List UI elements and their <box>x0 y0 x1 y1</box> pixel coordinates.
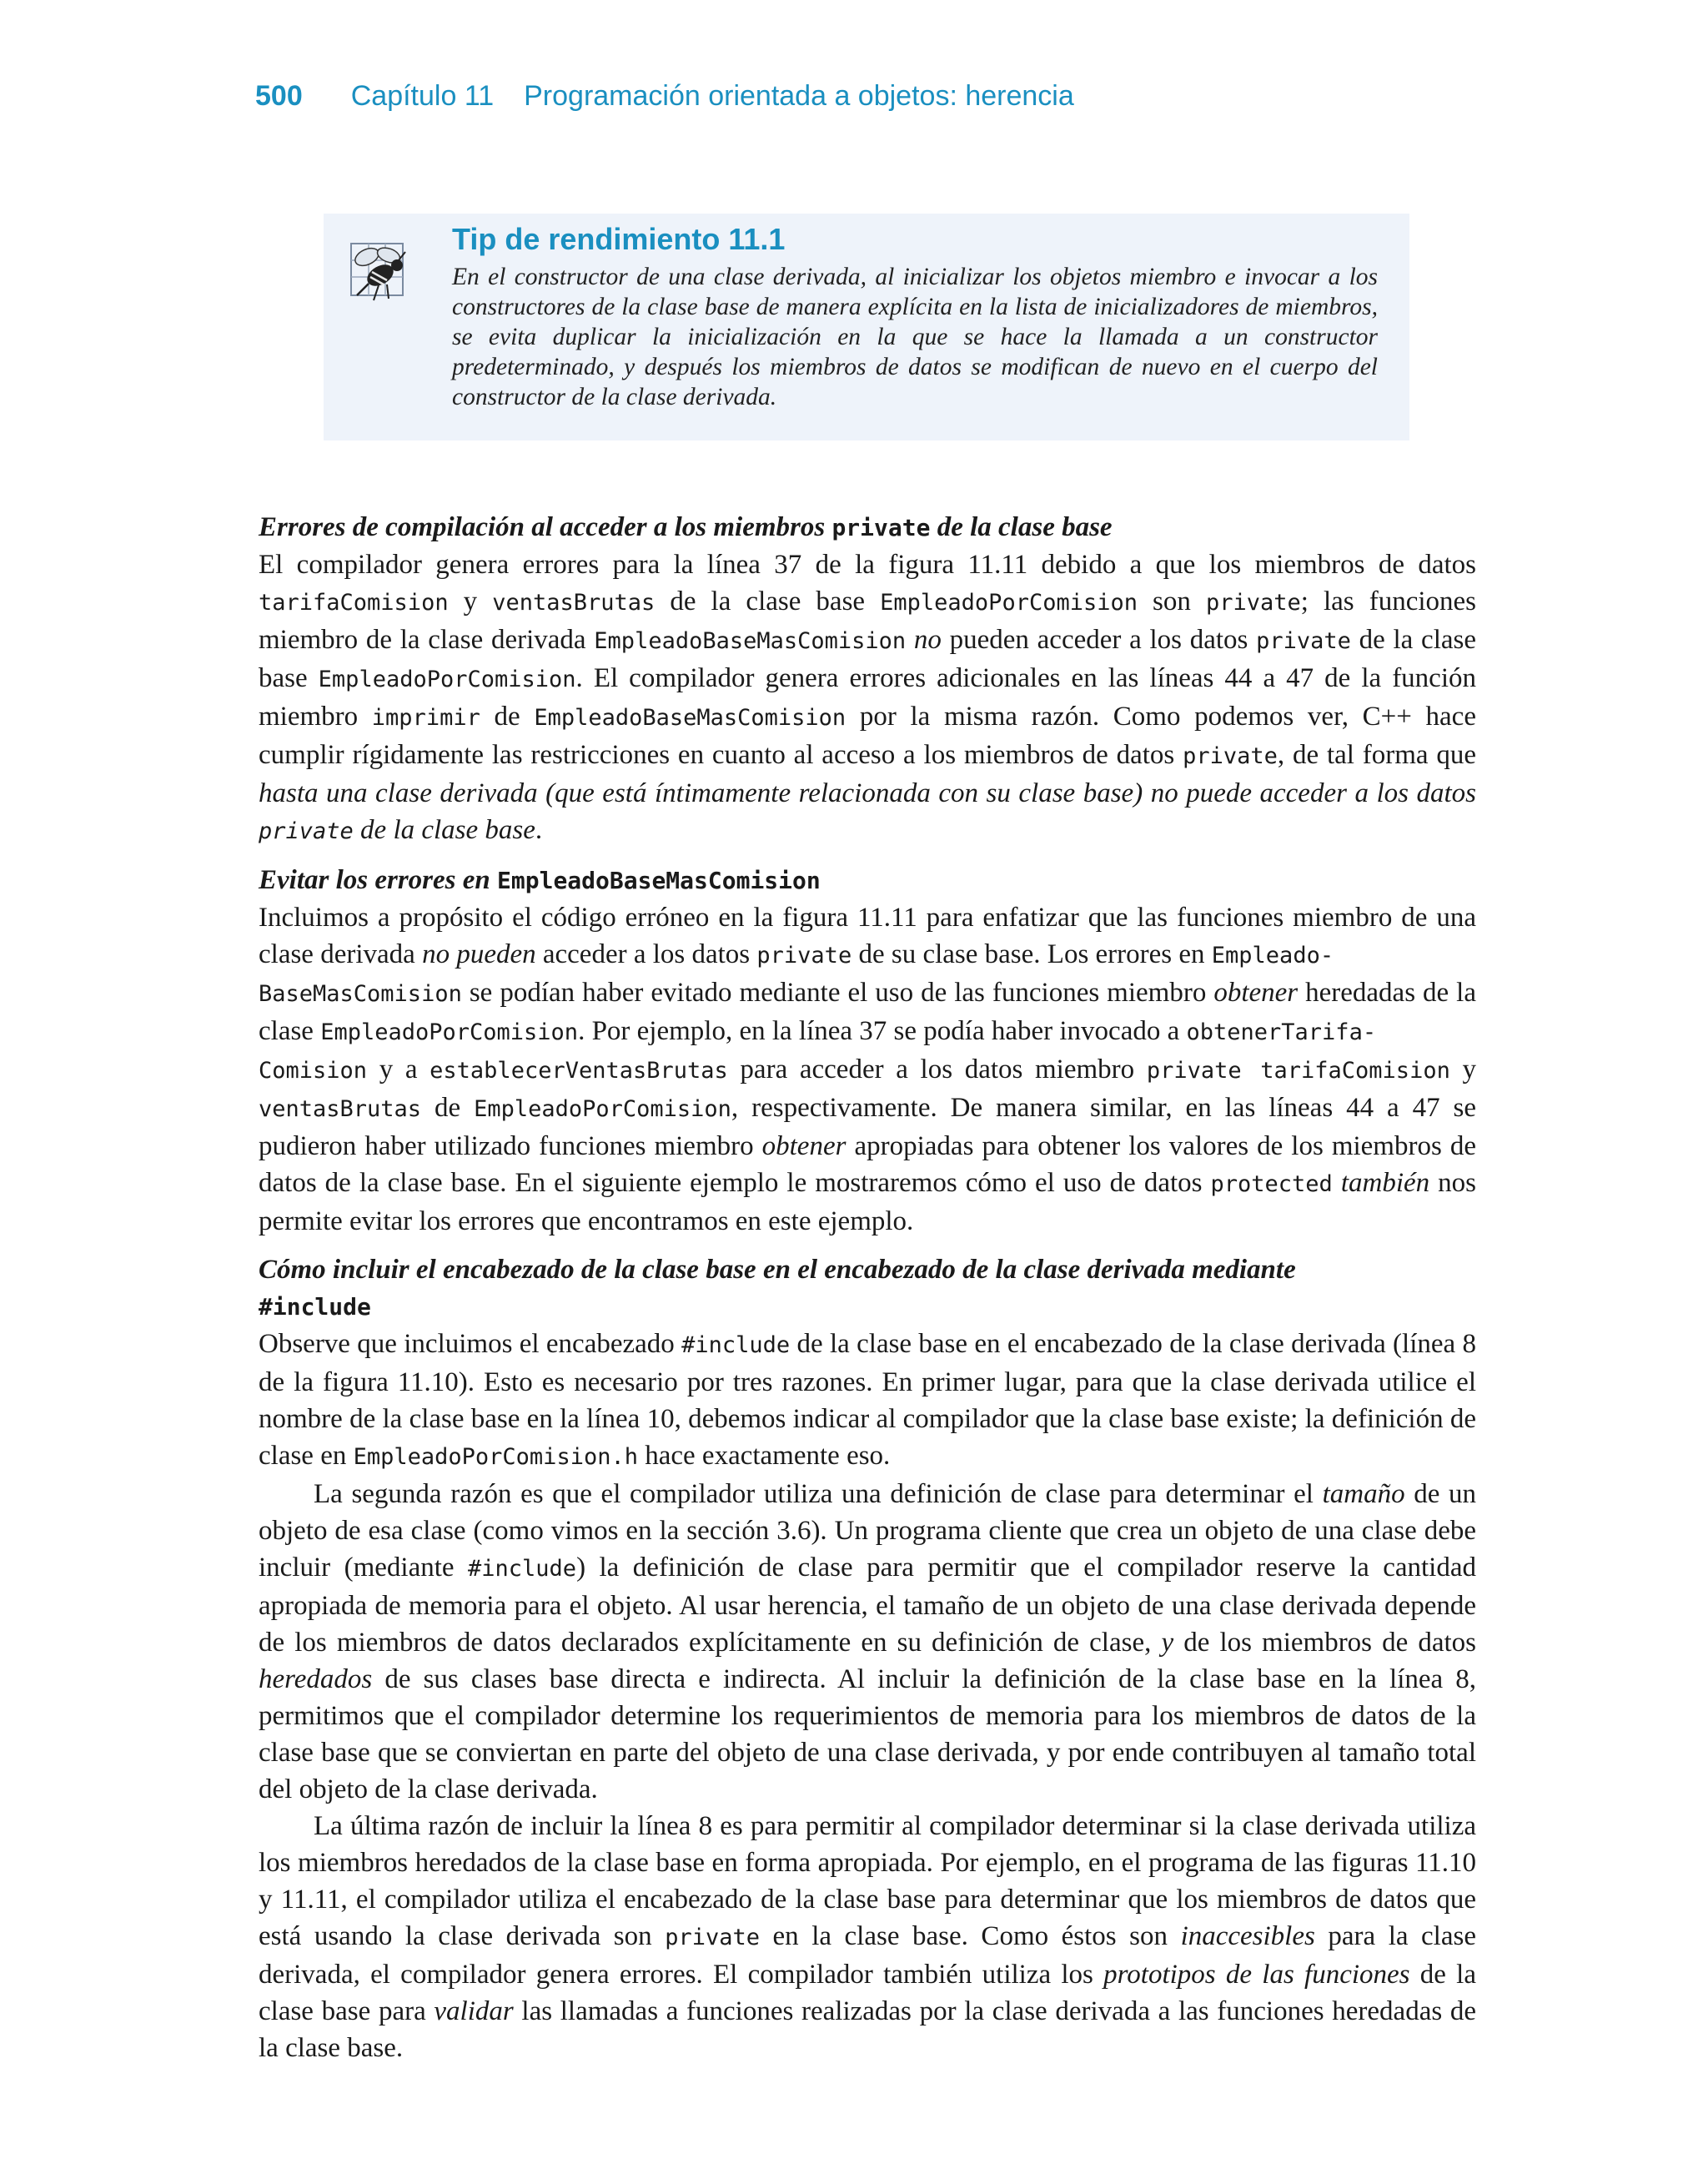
section-heading-include: Cómo incluir el encabezado de la clase base en el encabezado de la clase derivada mediante #include <box>259 1255 1296 1321</box>
paragraph-include-1: Observe que incluimos el encabezado #include de la clase base en el encabezado de la clase derivada (línea 8 de la figura 11.10). Esto es necesario por tres razones. En primer lugar, para que la clase derivada utilice el nombre de la clase base en la línea 10, debemos indicar al compilador que la clase base existe; la definición de clase en EmpleadoPorComision.h hace exactamente eso. <box>259 1329 1476 1471</box>
tip-title: Tip de rendimiento 11.1 <box>452 222 786 256</box>
page-number: 500 <box>255 80 303 112</box>
section-heading-private-errors: Errores de compilación al acceder a los miembros private de la clase base <box>259 512 1113 542</box>
bee-icon <box>349 239 410 305</box>
chapter-title: Programación orientada a objetos: herencia <box>524 80 1074 112</box>
chapter-label: Capítulo 11 <box>350 80 495 112</box>
running-header <box>255 80 1074 113</box>
performance-tip-box <box>324 214 1409 440</box>
paragraph-include-2: La segunda razón es que el compilador utiliza una definición de clase para determinar el tamaño de un objeto de esa clase (como vimos en la sección 3.6). Un programa cliente que crea un objeto de una clase debe incluir (mediante #include) la definición de clase para permitir que el compilador reserve la cantidad apropiada de memoria para el objeto. Al usar herencia, el tamaño de un objeto de una clase derivada depende de los miembros de datos declarados explícitamente en su definición de clase, y de los miembros de datos heredados de sus clases base directa e indirecta. Al incluir la definición de la clase base en la línea 8, permitimos que el compilador determine los requerimientos de memoria para los miembros de datos de la clase base que se conviertan en parte del objeto de una clase derivada, y por ende contribuyen al tamaño total del objeto de la clase derivada. <box>259 1479 1477 1804</box>
tip-text: En el constructor de una clase derivada, al inicializar los objetos miembro e invocar a los constructores de la clase base de manera explícita en la lista de inicializadores de miembros, se evita duplicar la inicialización en la que se hace la llamada a un constructor predeterminado, y después los miembros de datos se modifican de nuevo en el cuerpo del constructor de la clase derivada. <box>452 264 1378 410</box>
paragraph-avoid-errors: Incluimos a propósito el código erróneo en la figura 11.11 para enfatizar que las funciones miembro de una clase derivada no pueden acceder a los datos private de su clase base. Los errores en Empleado- BaseMasComision se podían haber evitado mediante el uso de las funciones miembro obtener heredadas de la clase EmpleadoPorComision. Por ejemplo, en la línea 37 se podía haber invocado a obtenerTarifa- Comision y a establecerVentasBrutas para acceder a los datos miembro private tarifaComision y ventasBrutas de EmpleadoPorComision, respectivamente. De manera similar, en las líneas 44 a 47 se pudieron haber utilizado funciones miembro obtener apropiadas para obtener los valores de los miembros de datos de la clase base. En el siguiente ejemplo le mostraremos cómo el uso de datos protected también nos permite evitar los errores que encontramos en este ejemplo. <box>259 903 1477 1236</box>
body-text <box>259 509 1476 2066</box>
paragraph-include-3: La última razón de incluir la línea 8 es para permitir al compilador determinar si la clase derivada utiliza los miembros heredados de la clase base en forma apropiada. Por ejemplo, en el programa de las figuras 11.10 y 11.11, el compilador utiliza el encabezado de la clase base para determinar que los miembros de datos que está usando la clase derivada son private en la clase base. Como éstos son inaccesibles para la clase derivada, el compilador genera errores. El compilador también utiliza los prototipos de las funciones de la clase base para validar las llamadas a funciones realizadas por la clase derivada a las funciones heredadas de la clase base. <box>259 1811 1477 2063</box>
section-heading-avoid-errors: Evitar los errores en EmpleadoBaseMasComision <box>259 865 821 895</box>
paragraph-private-errors: El compilador genera errores para la línea 37 de la figura 11.11 debido a que los miembros de datos tarifaComision y ventasBrutas de la clase base EmpleadoPorComision son private; las funciones miembro de la clase derivada EmpleadoBaseMasComision no pueden acceder a los datos private de la clase base EmpleadoPorComision. El compilador genera errores adicionales en las líneas 44 a 47 de la función miembro imprimir de EmpleadoBaseMasComision por la misma razón. Como podemos ver, C++ hace cumplir rígidamente las restricciones en cuanto al acceso a los miembros de datos private, de tal forma que hasta una clase derivada (que está íntimamente relacionada con su clase base) no puede acceder a los datos private de la clase base. <box>259 550 1477 845</box>
